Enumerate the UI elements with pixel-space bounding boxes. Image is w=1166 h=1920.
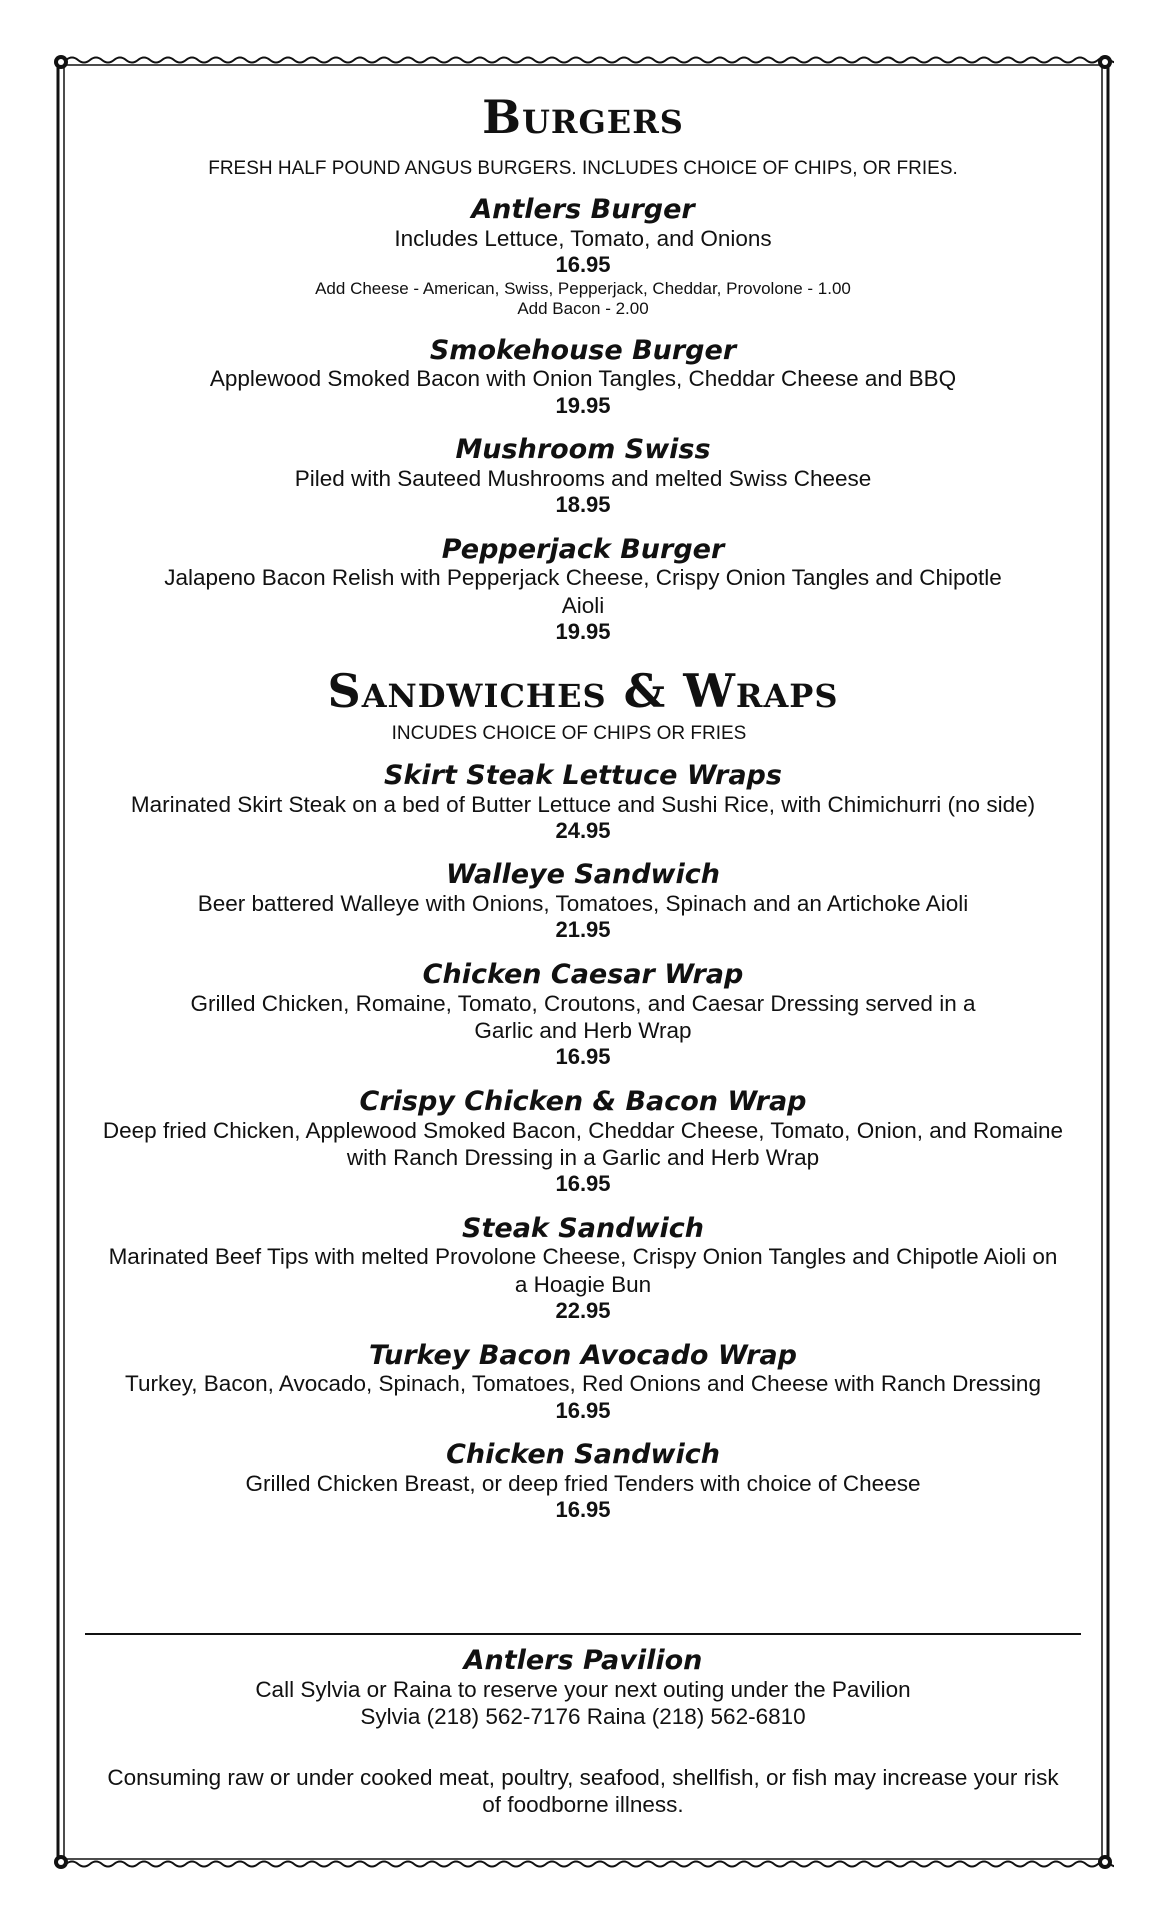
- item-name: Mushroom Swiss: [455, 434, 711, 466]
- item-price: 22.95: [555, 1298, 611, 1324]
- item-price: 16.95: [555, 1397, 611, 1423]
- item-price: 16.95: [555, 1497, 611, 1523]
- item-desc: Turkey, Bacon, Avocado, Spinach, Tomatoes, Red Onions and Cheese with Ranch Dressing: [125, 1371, 1041, 1397]
- menu-item-turkey-bacon-avocado-wrap: [80, 1341, 1086, 1425]
- menu-item-crispy-chicken-bacon-wrap: [80, 1087, 1086, 1198]
- pavilion-title: Antlers Pavilion: [463, 1645, 703, 1676]
- item-desc: Applewood Smoked Bacon with Onion Tangles, Cheddar Cheese and BBQ: [209, 366, 957, 392]
- item-desc: Piled with Sauteed Mushrooms and melted Swiss Cheese: [294, 465, 872, 491]
- item-name: Pepperjack Burger: [441, 533, 725, 565]
- menu-item-mushroom-swiss: [80, 435, 1086, 519]
- item-extra: Add Cheese - American, Swiss, Pepperjack, Cheddar, Provolone - 1.00: [315, 278, 851, 298]
- item-desc: Grilled Chicken Breast, or deep fried Tenders with choice of Cheese: [245, 1470, 921, 1496]
- menu-item-skirt-steak-lettuce-wraps: [80, 761, 1086, 845]
- burgers-section: [80, 92, 1086, 646]
- burgers-heading: Burgers: [482, 90, 684, 144]
- sandwiches-heading: Sandwiches & Wraps: [327, 663, 839, 718]
- item-desc: with Ranch Dressing in a Garlic and Herb Wrap: [346, 1144, 820, 1170]
- menu-item-walleye-sandwich: [80, 860, 1086, 944]
- menu-item-chicken-sandwich: [80, 1440, 1086, 1524]
- top-wave-border: [66, 58, 1114, 63]
- corner-ornament-tl: [54, 55, 68, 69]
- disclaimer-line-1: Consuming raw or under cooked meat, poultry, seafood, shellfish, or fish may increase your risk: [107, 1765, 1059, 1790]
- bottom-wave-border: [66, 1862, 1114, 1867]
- pavilion-line-1: Call Sylvia or Raina to reserve your next outing under the Pavilion: [255, 1676, 911, 1702]
- item-name: Smokehouse Burger: [429, 334, 737, 366]
- section-divider: [85, 1633, 1081, 1635]
- menu-item-smokehouse-burger: [80, 336, 1086, 420]
- menu-content: [80, 92, 1086, 1524]
- item-desc: Beer battered Walleye with Onions, Tomatoes, Spinach and an Artichoke Aioli: [197, 891, 969, 917]
- item-name: Turkey Bacon Avocado Wrap: [369, 1339, 797, 1371]
- corner-ornament-br: [1098, 1855, 1112, 1869]
- item-name: Crispy Chicken & Bacon Wrap: [359, 1085, 807, 1117]
- item-price: 16.95: [555, 1171, 611, 1197]
- item-name: Chicken Sandwich: [446, 1439, 720, 1471]
- item-name: Skirt Steak Lettuce Wraps: [384, 759, 782, 791]
- food-safety-disclaimer: [80, 1764, 1086, 1819]
- item-extra: Add Bacon - 2.00: [517, 299, 649, 319]
- item-desc: Deep fried Chicken, Applewood Smoked Bacon, Cheddar Cheese, Tomato, Onion, and Romaine: [102, 1117, 1064, 1143]
- item-price: 18.95: [555, 492, 611, 518]
- item-desc: a Hoagie Bun: [514, 1271, 652, 1297]
- item-desc: Grilled Chicken, Romaine, Tomato, Croutons, and Caesar Dressing served in a: [190, 990, 976, 1016]
- menu-item-antlers-burger: [80, 195, 1086, 319]
- item-name: Steak Sandwich: [462, 1212, 704, 1244]
- item-desc: Marinated Skirt Steak on a bed of Butter Lettuce and Sushi Rice, with Chimichurri (no side): [130, 791, 1036, 817]
- menu-item-pepperjack-burger: [80, 535, 1086, 646]
- corner-ornament-tr: [1098, 55, 1112, 69]
- item-price: 24.95: [555, 817, 611, 843]
- menu-item-chicken-caesar-wrap: [80, 960, 1086, 1071]
- pavilion-section: [80, 1646, 1086, 1731]
- pavilion-phone-numbers: Sylvia (218) 562-7176 Raina (218) 562-6810: [360, 1704, 806, 1730]
- item-name: Chicken Caesar Wrap: [422, 958, 744, 990]
- corner-ornament-bl: [54, 1855, 68, 1869]
- item-desc: Jalapeno Bacon Relish with Pepperjack Cheese, Crispy Onion Tangles and Chipotle: [164, 565, 1002, 591]
- menu-item-steak-sandwich: [80, 1214, 1086, 1325]
- item-price: 19.95: [555, 619, 611, 645]
- item-name: Walleye Sandwich: [446, 859, 720, 891]
- item-desc: Garlic and Herb Wrap: [474, 1018, 692, 1043]
- item-price: 16.95: [555, 1044, 611, 1070]
- sandwiches-note: INCUDES CHOICE OF CHIPS OR FRIES: [391, 723, 747, 745]
- item-name: Antlers Burger: [471, 194, 695, 226]
- item-price: 21.95: [555, 917, 611, 943]
- disclaimer-line-2: of foodborne illness.: [482, 1792, 684, 1818]
- burgers-note: FRESH HALF POUND ANGUS BURGERS. INCLUDES CHOICE OF CHIPS, OR FRIES.: [208, 157, 958, 179]
- item-price: 19.95: [555, 392, 611, 418]
- item-desc: Includes Lettuce, Tomato, and Onions: [394, 225, 772, 251]
- sandwiches-section: [80, 663, 1086, 1524]
- item-price: 16.95: [555, 252, 611, 278]
- item-desc: Marinated Beef Tips with melted Provolone Cheese, Crispy Onion Tangles and Chipotle Aioli on: [108, 1244, 1058, 1270]
- item-desc: Aioli: [561, 592, 605, 618]
